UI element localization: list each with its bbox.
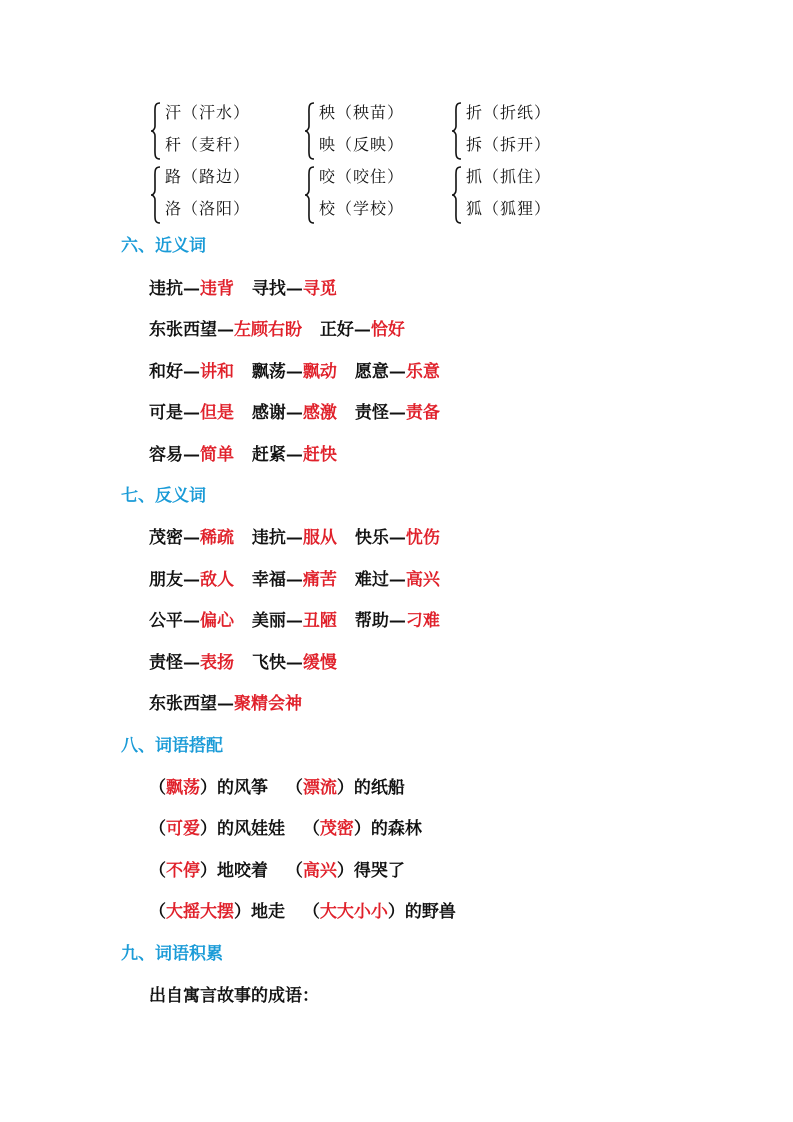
- word-pair-line: 茂密—稀疏 违抗—服从 快乐—忧伤: [149, 528, 440, 548]
- word-pair-line: 公平—偏心 美丽—丑陋 帮助—刁难: [149, 611, 440, 631]
- word-pair-line: 可是—但是 感谢—感激 责怪—责备: [149, 403, 440, 423]
- homophone-line: 抓（抓住）: [466, 167, 552, 186]
- word-pair-line: 违抗—违背 寻找—寻觅: [149, 279, 337, 299]
- collocation-line: （可爱）的风娃娃 （茂密）的森林: [149, 819, 422, 839]
- homophone-group: [151, 164, 291, 226]
- homophone-group: [305, 100, 445, 162]
- collocation-line: （大摇大摆）地走 （大大小小）的野兽: [149, 902, 456, 922]
- homophone-line: 映（反映）: [319, 135, 405, 154]
- brace-icon: [151, 166, 161, 224]
- word-pair-line: 东张西望—聚精会神: [149, 694, 302, 714]
- word-pair-line: 朋友—敌人 幸福—痛苦 难过—高兴: [149, 570, 440, 590]
- homophone-line: 汗（汗水）: [165, 103, 251, 122]
- brace-icon: [305, 166, 315, 224]
- word-pair-line: 和好—讲和 飘荡—飘动 愿意—乐意: [149, 362, 440, 382]
- homophone-line: 秧（秧苗）: [319, 103, 405, 122]
- brace-icon: [305, 102, 315, 160]
- section-heading: 九、词语积累: [121, 944, 223, 964]
- homophone-line: 校（学校）: [319, 199, 405, 218]
- section-heading: 六、近义词: [121, 236, 206, 256]
- homophone-line: 拆（拆开）: [466, 135, 552, 154]
- paragraph-text: 出自寓言故事的成语：: [149, 986, 319, 1006]
- homophone-group: [452, 100, 592, 162]
- collocation-line: （不停）地咬着 （高兴）得哭了: [149, 861, 405, 881]
- section-heading: 八、词语搭配: [121, 736, 223, 756]
- homophone-line: 路（路边）: [165, 167, 251, 186]
- brace-icon: [452, 166, 462, 224]
- collocation-line: （飘荡）的风筝 （漂流）的纸船: [149, 778, 405, 798]
- homophone-group: [305, 164, 445, 226]
- word-pair-line: 容易—简单 赶紧—赶快: [149, 445, 337, 465]
- word-pair-line: 责怪—表扬 飞快—缓慢: [149, 653, 337, 673]
- homophone-group: [452, 164, 592, 226]
- homophone-group: [151, 100, 291, 162]
- brace-icon: [452, 102, 462, 160]
- brace-icon: [151, 102, 161, 160]
- homophone-line: 洛（洛阳）: [165, 199, 251, 218]
- section-heading: 七、反义词: [121, 486, 206, 506]
- word-pair-line: 东张西望—左顾右盼 正好—恰好: [149, 320, 405, 340]
- homophone-line: 秆（麦秆）: [165, 135, 251, 154]
- homophone-line: 狐（狐狸）: [466, 199, 552, 218]
- homophone-line: 折（折纸）: [466, 103, 552, 122]
- homophone-line: 咬（咬住）: [319, 167, 405, 186]
